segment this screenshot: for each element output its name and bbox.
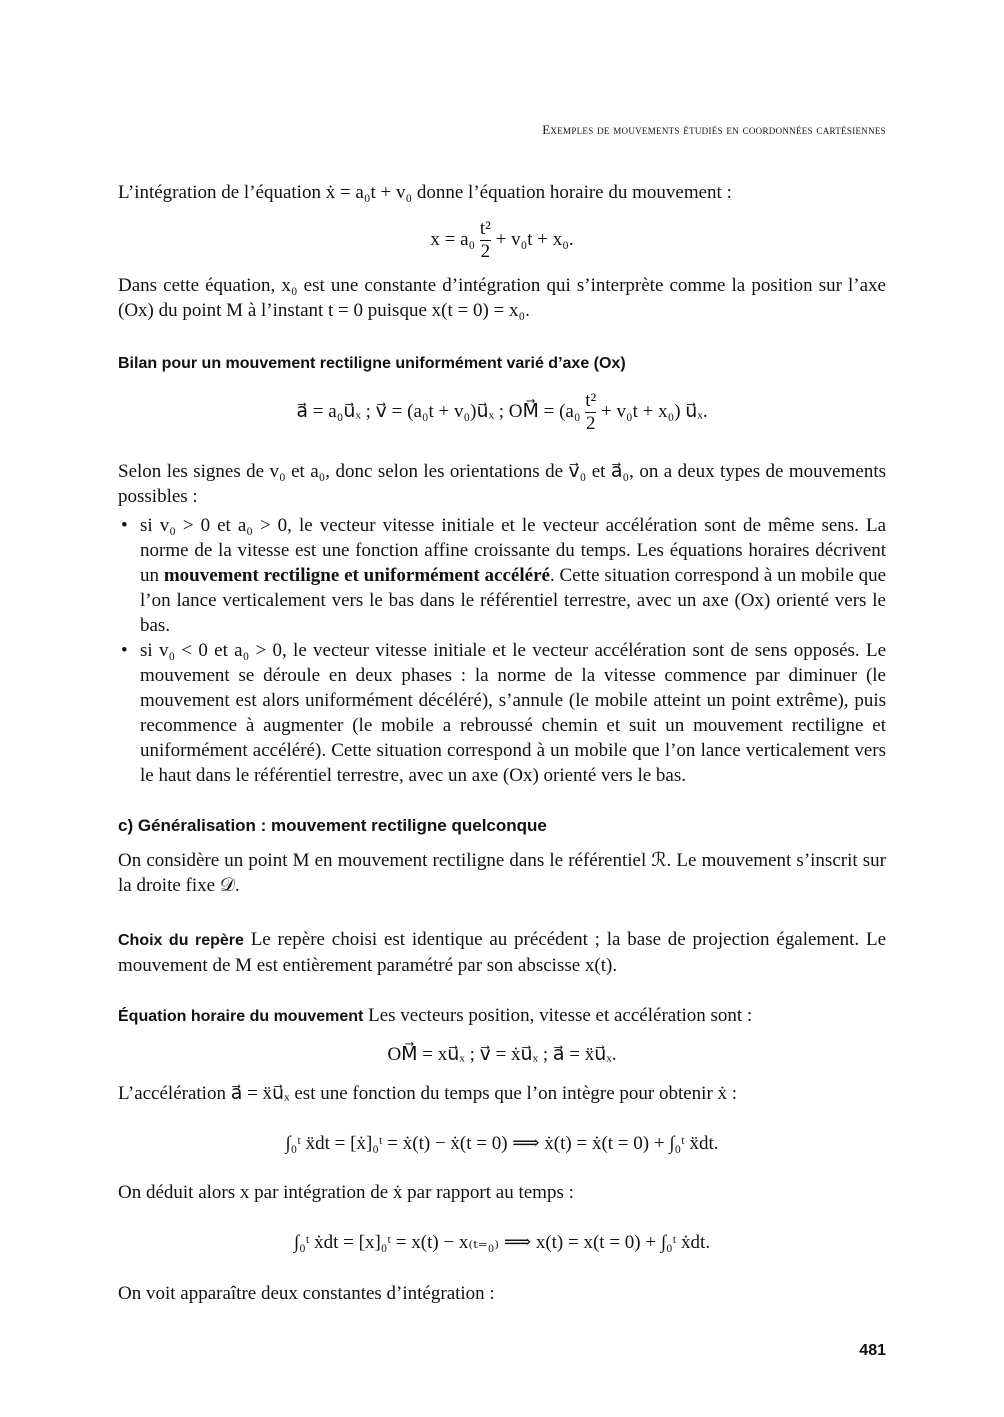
vectors-equation: OM⃗ = xu⃗ₓ ; v⃗ = ẋu⃗ₓ ; a⃗ = ẍu⃗ₓ. xyxy=(387,1044,617,1065)
bilan-equations xyxy=(118,390,886,435)
equation-horaire-label: Équation horaire du mouvement xyxy=(118,1008,364,1025)
bilan-eq-om-left: (a₀ xyxy=(559,400,581,422)
eq1-lhs: x = a₀ xyxy=(430,228,476,250)
paragraph-equation-horaire xyxy=(118,1003,886,1029)
bilan-eq-vectors: a⃗ = a₀u⃗ₓ ; v⃗ = (a₀t + v₀)u⃗ₓ ; OM⃗ = xyxy=(296,400,555,422)
integral-velocity-equation: ∫₀ᵗ ẍdt = [ẋ]₀ᵗ = ẋ(t) − ẋ(t = 0) ⟹ ẋ(t) = ẋ(t = 0) + ∫₀ᵗ ẍdt. xyxy=(285,1133,719,1154)
integral-position-equation: ∫₀ᵗ ẋdt = [x]₀ᵗ = x(t) − x₍ₜ₌₀₎ ⟹ x(t) = x(t = 0) + ∫₀ᵗ ẋdt. xyxy=(293,1232,711,1253)
paragraph-intro: L’intégration de l’équation ẋ = a₀t + v₀ donne l’équation horaire du mouvement : xyxy=(118,182,732,203)
bilan-heading: Bilan pour un mouvement rectiligne uniformément varié d’axe (Ox) xyxy=(118,355,626,372)
page-number: 481 xyxy=(859,1342,886,1359)
case1-text-end: . Cette situation correspond à un mobile que l’on lance verticalement vers le bas dans le référentiel terrestre, avec un axe (Ox) orienté vers le bas. xyxy=(140,565,887,636)
equation-horaire-text: Les vecteurs position, vitesse et accélération sont : xyxy=(368,1005,753,1026)
eq1-rhs: + v₀t + x₀. xyxy=(495,228,574,250)
case1-emphasis: mouvement rectiligne et uniformément accéléré xyxy=(163,565,550,586)
running-header: Exemples de mouvements étudiés en coordonnées cartésiennes xyxy=(542,122,886,137)
paragraph-choix-repere xyxy=(118,927,886,978)
bilan-denominator: 2 xyxy=(585,413,596,434)
bilan-numerator: t² xyxy=(585,390,597,411)
eq1-denominator: 2 xyxy=(480,241,491,262)
eq1-numerator: t² xyxy=(479,218,491,239)
paragraph-constante: Dans cette équation, x₀ est une constante d’intégration qui s’interprète comme la position sur l’axe (Ox) du point M à l’instant t = 0 puisque x(t = 0) = x₀. xyxy=(118,275,886,321)
equation-horaire-uniforme xyxy=(118,218,886,263)
page xyxy=(118,0,886,1417)
paragraph-signes: Selon les signes de v₀ et a₀, donc selon les orientations de v⃗₀ et a⃗₀, on a deux types de mouvements possibles : xyxy=(118,461,886,507)
eq1-fraction xyxy=(480,218,491,263)
bilan-eq-om-right: + v₀t + x₀) u⃗ₓ. xyxy=(600,400,708,422)
paragraph-acceleration: L’accélération a⃗ = ẍu⃗ₓ est une fonction du temps que l’on intègre pour obtenir ẋ : xyxy=(118,1083,738,1104)
list-item-decelere: • si v₀ < 0 et a₀ > 0, le vecteur vitesse initiale et le vecteur accélération sont de sens opposés. Le mouvement se déroule en deux phases : la norme de la vitesse commence par diminuer (le mouvement est alors uniformément décéléré), s’annule (le mobile atteint un point extrême), puis recommence à augmenter (le mobile a rebroussé chemin et suit un mouvement rectiligne et uniformément accéléré). Cette situation correspond à un mobile que l’on lance verticalement vers le haut dans le référentiel terrestre, avec un axe (Ox) orienté vers le bas. xyxy=(118,638,886,788)
case1-text-start: si v₀ > 0 et a₀ > 0, le vecteur vitesse initiale et le vecteur accélération sont de même sens. La norme de la vitesse est une fonction affine croissante du temps. Les équations horaires décrivent un xyxy=(140,515,886,586)
choix-repere-text: Le repère choisi est identique au précédent ; la base de projection également. Le mouvement de M est entièrement paramétré par son abscisse x(t). xyxy=(118,929,886,976)
section-c-heading: c) Généralisation : mouvement rectiligne quelconque xyxy=(118,816,547,835)
paragraph-deduit: On déduit alors x par intégration de ẋ par rapport au temps : xyxy=(118,1182,574,1203)
choix-repere-label: Choix du repère xyxy=(118,932,244,949)
bilan-fraction xyxy=(585,390,596,435)
cases-list xyxy=(118,513,886,788)
paragraph-constantes: On voit apparaître deux constantes d’intégration : xyxy=(118,1283,495,1304)
paragraph-generalisation: On considère un point M en mouvement rectiligne dans le référentiel ℛ. Le mouvement s’inscrit sur la droite fixe 𝒟. xyxy=(118,850,886,896)
list-item-accelere xyxy=(118,513,886,638)
